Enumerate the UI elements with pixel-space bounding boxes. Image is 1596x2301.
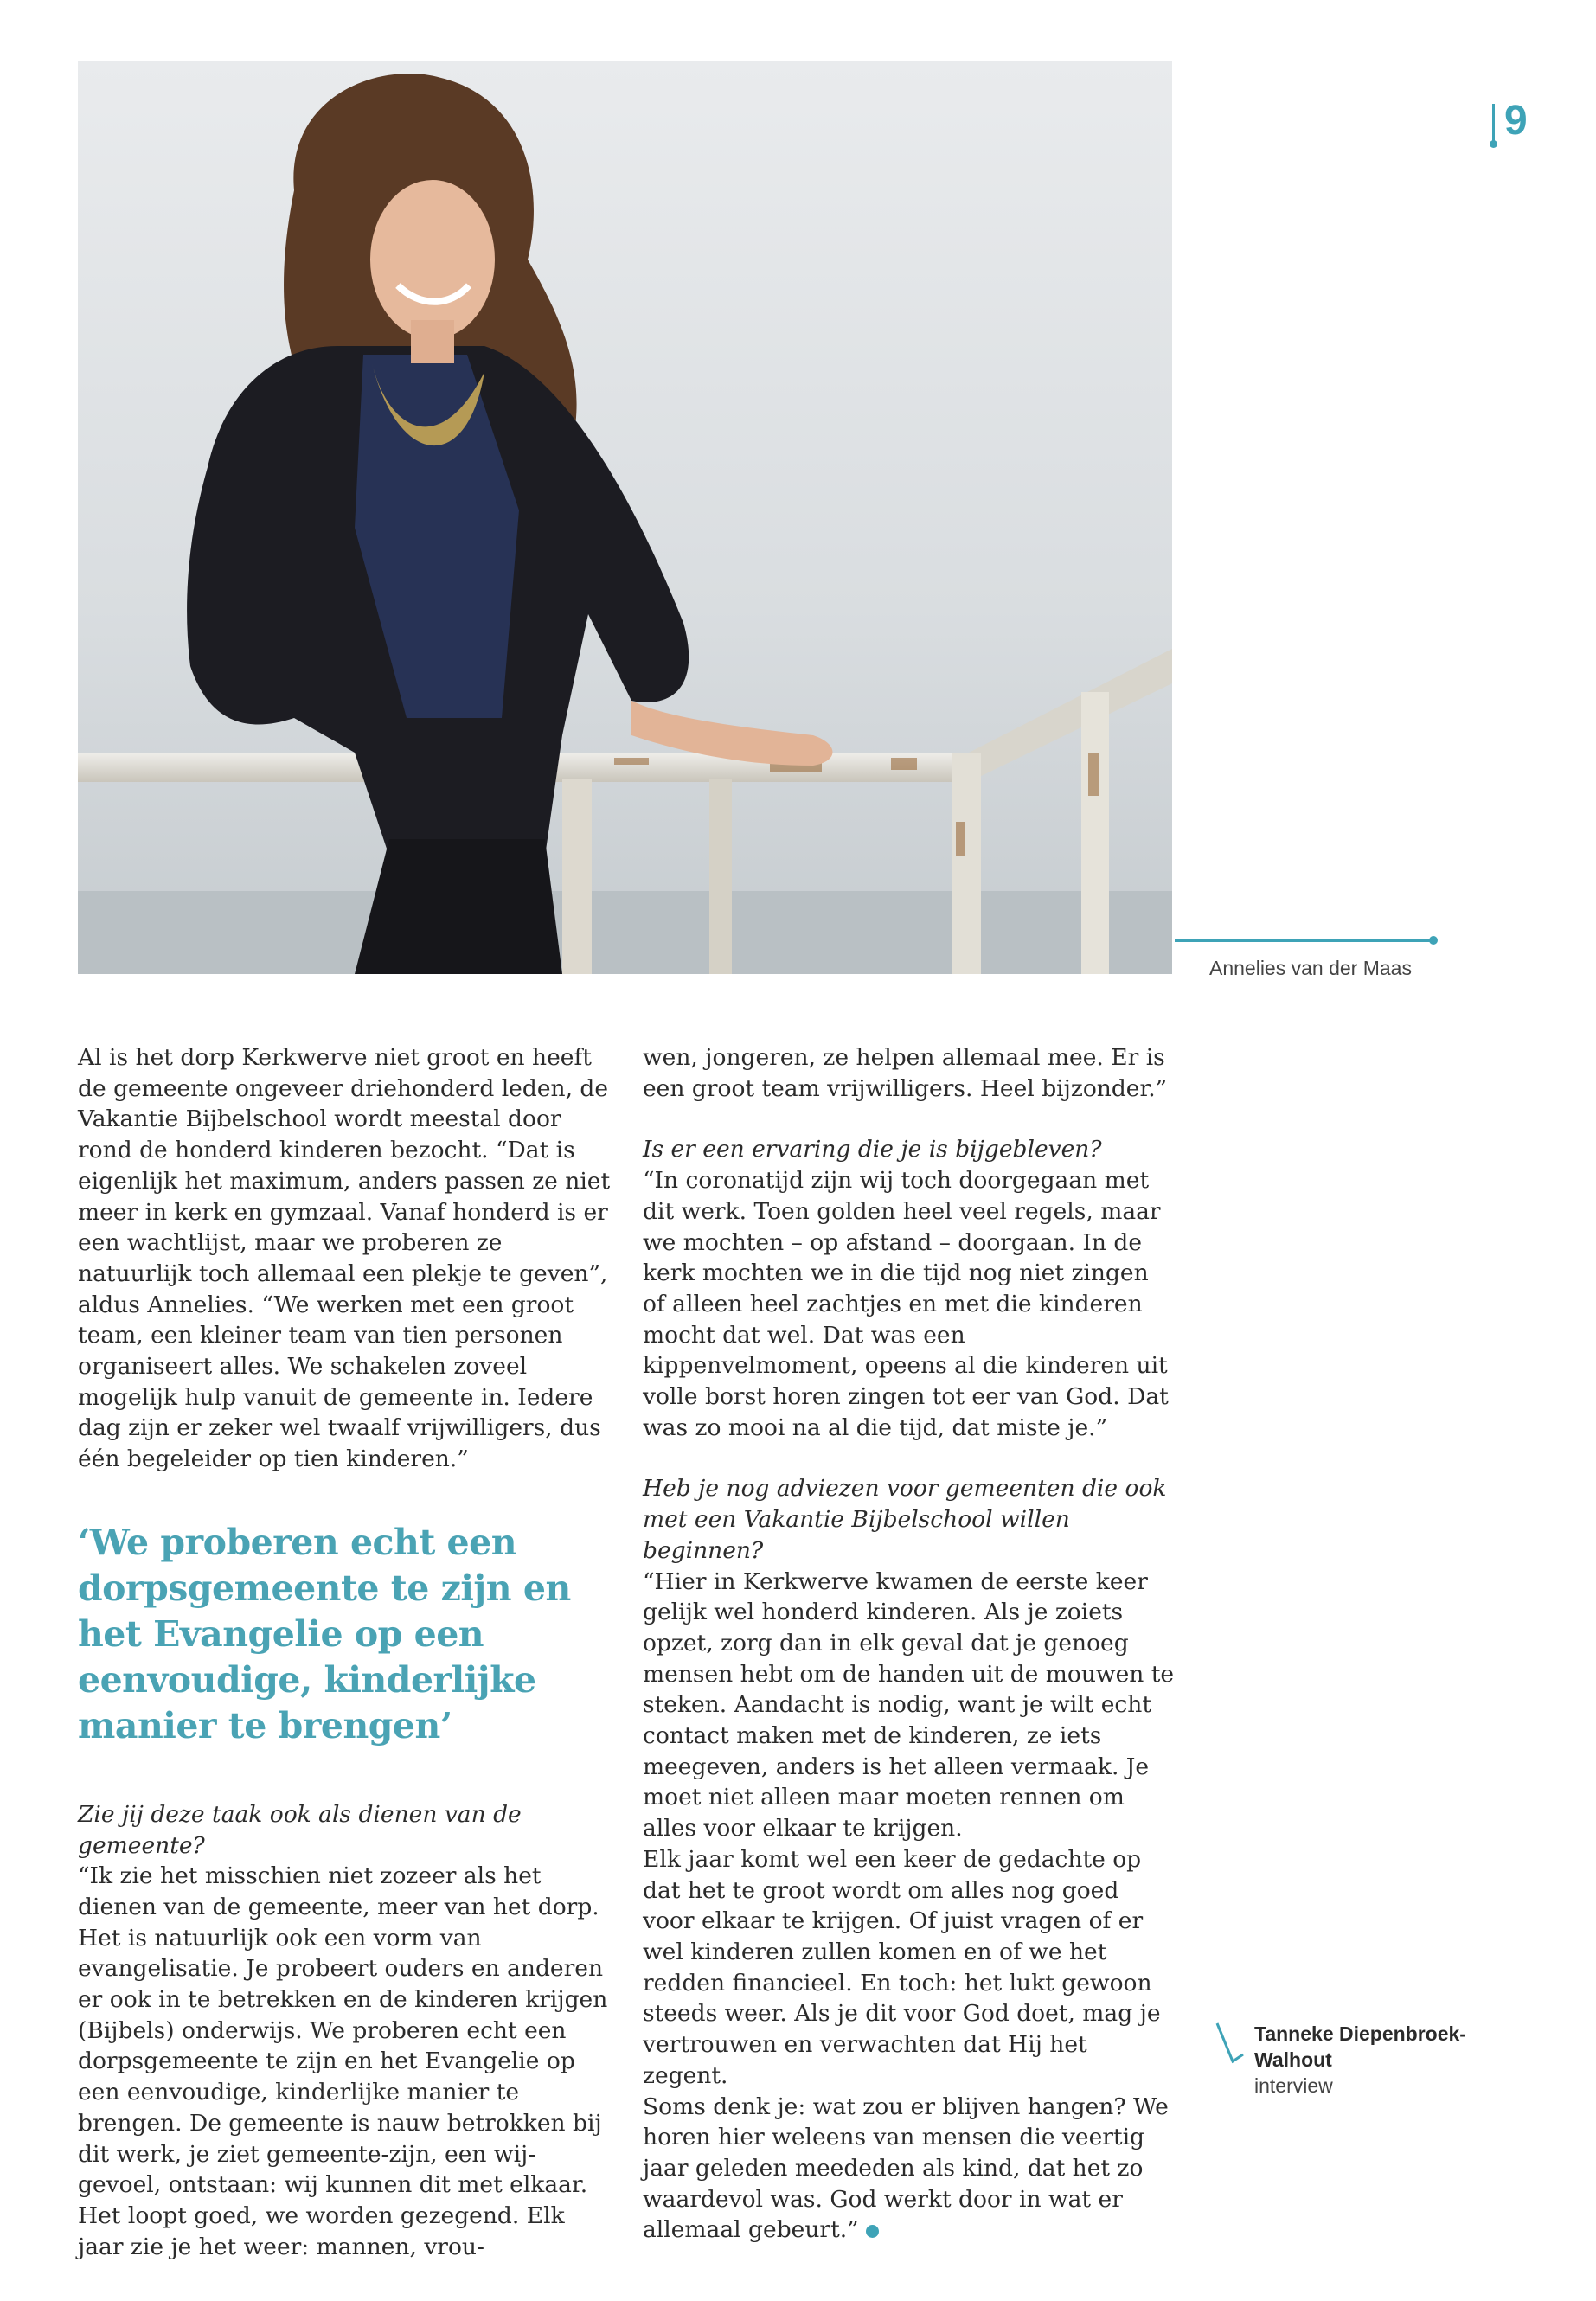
article-column-right bbox=[643, 1042, 1177, 2246]
page-number bbox=[1492, 97, 1544, 149]
author-role: interview bbox=[1254, 2074, 1333, 2097]
page-number-bar bbox=[1492, 104, 1495, 142]
portrait-illustration bbox=[78, 61, 1172, 974]
author-name: Tanneke Diepenbroek-Walhout bbox=[1254, 2022, 1466, 2071]
answer-1-continued: wen, jongeren, ze helpen allemaal mee. Er is een groot team vrijwilligers. Heel bijzonder.” bbox=[643, 1044, 1168, 1102]
page-number-text: 9 bbox=[1504, 98, 1528, 144]
question-2: Is er een ervaring die je is bijgebleven? bbox=[643, 1136, 1102, 1163]
question-1: Zie jij deze taak ook als dienen van de gemeente? bbox=[78, 1800, 522, 1859]
answer-3-part-2: Elk jaar komt wel een keer de gedachte op dat het te groot wordt om alles nog goed voor elkaar te krijgen. Of juist vragen of er wel kinderen zullen komen en of we het redden financieel. En toch: het lukt gewoon steeds weer. Als je dit voor God doet, mag je vertrouwen en verwachten dat Hij het zegent. bbox=[643, 1845, 1161, 2089]
answer-2: “In coronatijd zijn wij toch doorgegaan met dit werk. Toen golden heel veel regels, maar we mochten – op afstand – doorgaan. In de kerk mochten we in die tijd nog niet zingen of alleen heel zachtjes en met die kinderen mocht dat wel. Dat was een kippenvelmoment, opeens al die kinderen uit volle borst horen zingen tot eer van God. Dat was zo mooi na al die tijd, dat miste je.” bbox=[643, 1167, 1169, 1441]
article-column-left bbox=[78, 1042, 612, 2262]
question-3: Heb je nog adviezen voor gemeenten die ook met een Vakantie Bijbelschool willen beginnen? bbox=[643, 1475, 1167, 1564]
intro-paragraph: Al is het dorp Kerkwerve niet groot en heeft de gemeente ongeveer driehonderd leden, de Vakantie Bijbelschool wordt meestal door rond de honderd kinderen bezocht. “Dat is eigenlijk het maximum, anders passen ze niet meer in kerk en gymzaal. Vanaf honderd is er een wachtlijst, maar we proberen ze natuurlijk toch allemaal een plekje te geven”, aldus Annelies. “We werken met een groot team, een kleiner team van tien personen organiseert alles. We schakelen zoveel mogelijk hulp vanuit de gemeente in. Iedere dag zijn er zeker wel twaalf vrijwilligers, dus één begeleider op tien kinderen.” bbox=[78, 1044, 611, 1473]
author-credit bbox=[1254, 2021, 1505, 2099]
answer-3-part-3 bbox=[643, 2092, 1177, 2247]
answer-3: “Hier in Kerkwerve kwamen de eerste keer gelijk wel honderd kinderen. Als je zoiets opzet, zorg dan in elk geval dat je genoeg mensen hebt om de handen uit de mouwen te steken. Aandacht is nodig, want je wilt echt contact maken met de kinderen, ze iets meegeven, anders is het alleen vermaak. Je moet niet alleen maar moeten rennen om alles voor elkaar te krijgen. bbox=[643, 1567, 1175, 1843]
end-mark-icon bbox=[866, 2225, 879, 2238]
photo-caption: Annelies van der Maas bbox=[1209, 957, 1412, 979]
caption-line bbox=[1175, 939, 1434, 942]
pullquote: ‘We proberen echt een dorpsgemeente te zijn en het Evangelie op een eenvoudige, kinderlijke manier te brengen’ bbox=[78, 1521, 571, 1747]
caption-dot bbox=[1429, 936, 1438, 945]
portrait-photo bbox=[78, 61, 1172, 974]
page-number-dot bbox=[1490, 140, 1497, 148]
answer-3-part-3-text: Soms denk je: wat zou er blijven hangen? We horen hier weleens van mensen die veertig jaar geleden meededen als kind, dat het zo waardevol was. God werkt door in wat er allemaal gebeurt.” bbox=[643, 2093, 1169, 2244]
credit-arrow-icon bbox=[1214, 2020, 1245, 2068]
answer-1: “Ik zie het misschien niet zozeer als het dienen van de gemeente, meer van het dorp. Het is natuurlijk ook een vorm van evangelisatie. Je probeert ouders en anderen er ook in te betrekken en de kinderen krijgen (Bijbels) onderwijs. We proberen echt een dorpsgemeente te zijn en het Evangelie op een eenvoudige, kinderlijke manier te brengen. De gemeente is nauw betrokken bij dit werk, je ziet gemeente-zijn, een wij-gevoel, ontstaan: wij kunnen dit met elkaar. Het loopt goed, we worden gezegend. Elk jaar zie je het weer: mannen, vrou- bbox=[78, 1862, 608, 2260]
